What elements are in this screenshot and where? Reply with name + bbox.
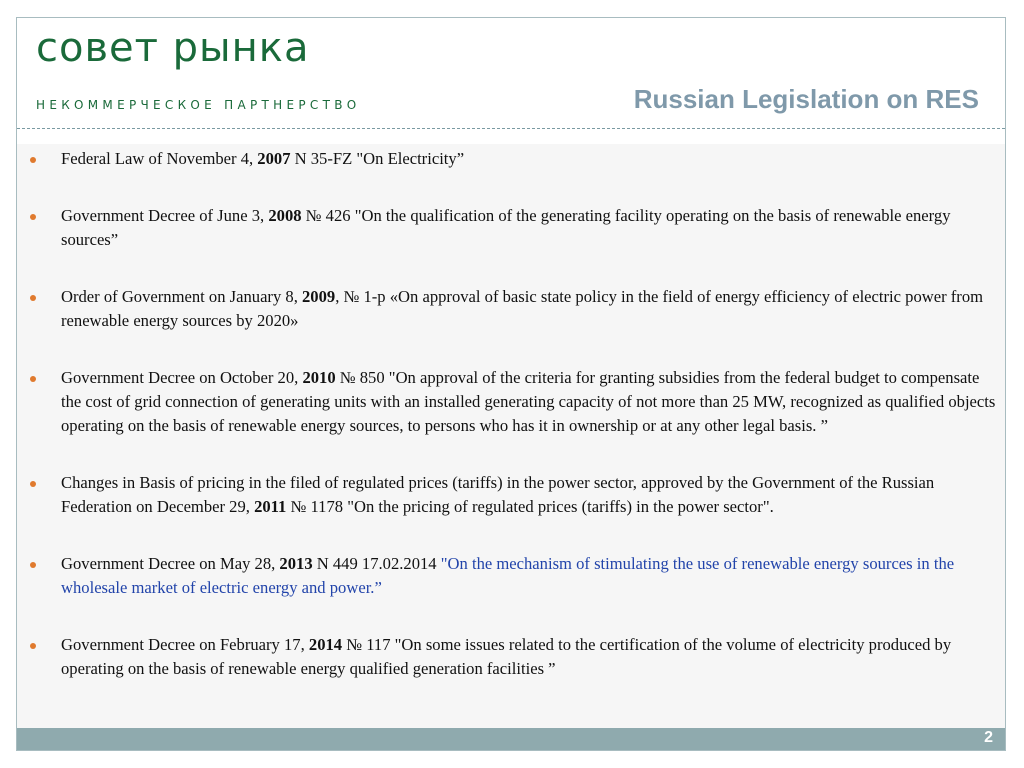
list-item: [17, 204, 1005, 252]
legislation-list: [17, 147, 1005, 714]
item-year: 2007: [257, 149, 291, 168]
list-item: [17, 147, 1005, 171]
item-year: 2011: [254, 497, 287, 516]
item-text-rest: № 117 "On some issues related to the certification of the volume of electricity produced by operating on the basis of renewable energy qualified generation facilities ”: [61, 635, 952, 678]
item-text-rest: № 426 "On the qualification of the generating facility operating on the basis of renewable energy sources”: [61, 206, 951, 249]
item-year: 2013: [279, 554, 313, 573]
slide-title: Russian Legislation on RES: [633, 84, 979, 114]
item-text-rest: № 1178 "On the pricing of regulated prices (tariffs) in the power sector".: [286, 497, 774, 516]
list-item: [17, 366, 1005, 438]
list-item: [17, 471, 1005, 519]
list-item: [17, 285, 1005, 333]
list-item: [17, 552, 1005, 600]
bullet-dot-icon: [30, 214, 36, 220]
logo-tagline: НЕКОММЕРЧЕСКОЕ ПАРТНЕРСТВО: [36, 98, 361, 112]
item-year: 2009: [302, 287, 336, 306]
header-divider: [17, 128, 1005, 129]
item-text: Government Decree on February 17,: [61, 635, 309, 654]
item-text-rest: № 850 "On approval of the criteria for granting subsidies from the federal budget to compensate the cost of grid connection of generating units with an installed generating capacity of not more than 25 MW, recognized as qualified objects operating on the basis of renewable energy sources, to persons who has it in ownership or at any other legal basis. ”: [61, 368, 996, 435]
item-text: Government Decree on May 28,: [61, 554, 280, 573]
item-text: Federal Law of November 4,: [61, 149, 258, 168]
item-text: Government Decree of June 3,: [61, 206, 269, 225]
logo-wordmark: совет рынка: [36, 25, 310, 71]
item-text-rest: N 35-FZ "On Electricity”: [290, 149, 465, 168]
bullet-dot-icon: [30, 481, 36, 487]
bullet-dot-icon: [30, 376, 36, 382]
item-link[interactable]: "On the mechanism of stimulating the use of renewable energy sources in the wholesale market of electric energy and power.”: [61, 554, 955, 597]
item-text-rest: , № 1-р «On approval of basic state policy in the field of energy efficiency of electric power from renewable energy sources by 2020»: [61, 287, 984, 330]
item-year: 2008: [268, 206, 302, 225]
item-text: Changes in Basis of pricing in the filed of regulated prices (tariffs) in the power sector, approved by the Government of the Russian Federation on December 29,: [61, 473, 935, 516]
item-year: 2014: [308, 635, 343, 654]
page-number: 2: [984, 729, 993, 746]
bullet-dot-icon: [30, 157, 36, 163]
item-text-rest: N 449 17.02.2014: [312, 554, 441, 573]
footer-bar: [17, 728, 1005, 750]
item-text: Government Decree on October 20,: [61, 368, 303, 387]
item-year: 2010: [302, 368, 336, 387]
bullet-dot-icon: [30, 295, 36, 301]
content-area: [17, 144, 1005, 728]
slide: [16, 17, 1006, 751]
item-text: Order of Government on January 8,: [61, 287, 302, 306]
bullet-dot-icon: [30, 643, 36, 649]
bullet-dot-icon: [30, 562, 36, 568]
list-item: [17, 633, 1005, 681]
